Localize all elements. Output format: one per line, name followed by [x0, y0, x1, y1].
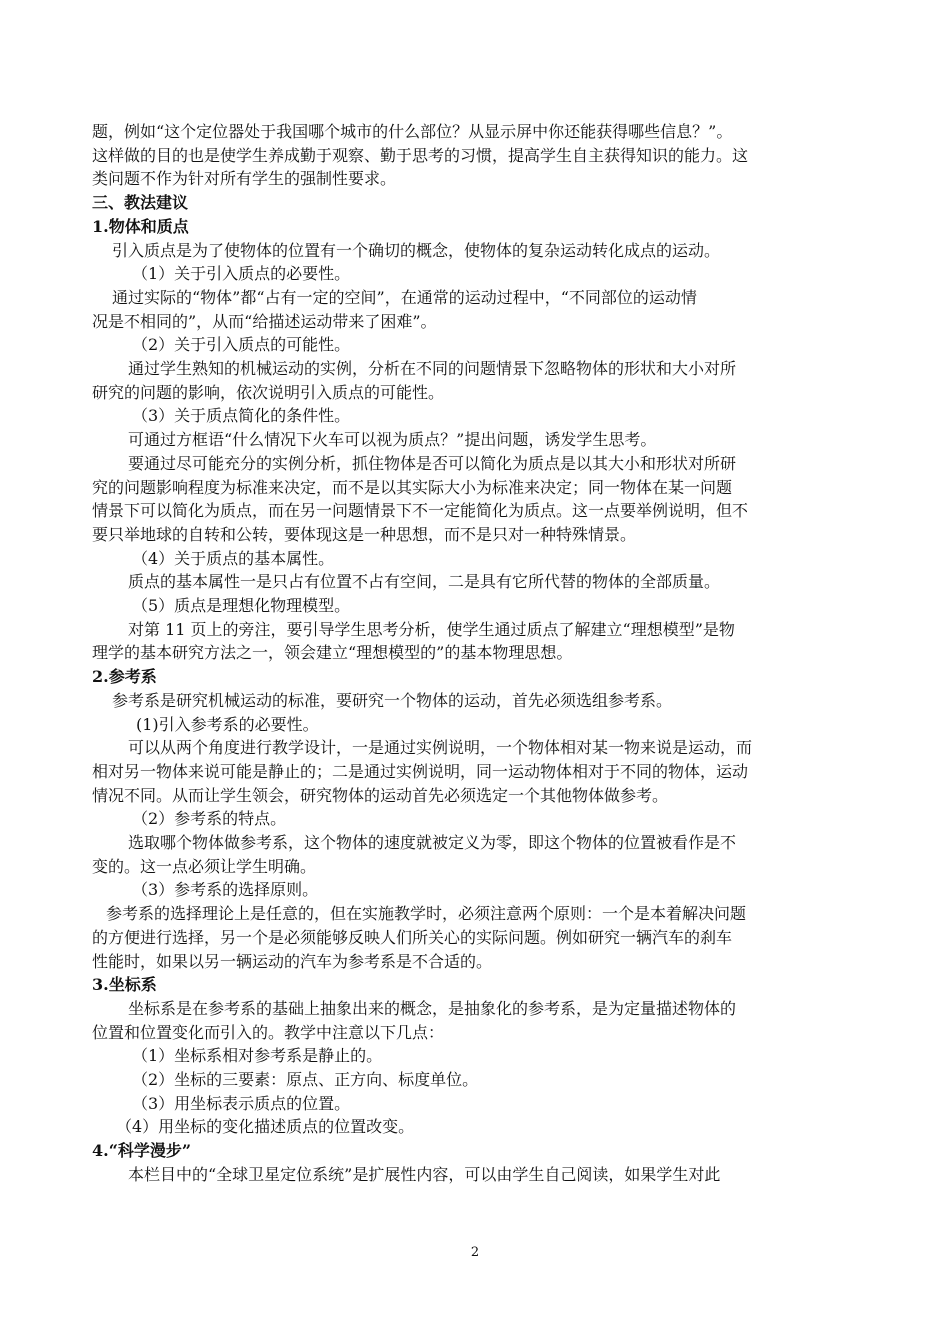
- paragraph-line: 情况不同。从而让学生领会，研究物体的运动首先必须选定一个其他物体做参考。: [92, 785, 669, 805]
- list-item: (1)引入参考系的必要性。: [136, 714, 319, 734]
- paragraph-line: 位置和位置变化而引入的。教学中注意以下几点：: [92, 1022, 445, 1042]
- paragraph-line: 对第 11 页上的旁注，要引导学生思考分析，使学生通过质点了解建立“理想模型”是物: [128, 619, 735, 639]
- section-heading: 三、教法建议: [92, 193, 189, 213]
- paragraph-line: 变的。这一点必须让学生明确。: [92, 856, 317, 876]
- list-item: （5）质点是理想化物理模型。: [132, 596, 351, 615]
- paragraph-line: 这样做的目的也是使学生养成勤于观察、勤于思考的习惯，提高学生自主获得知识的能力。这: [92, 145, 749, 165]
- paragraph-line: 参考系是研究机械运动的标准，要研究一个物体的运动，首先必须选组参考系。: [112, 690, 673, 710]
- subsection-heading: 2.参考系: [92, 667, 157, 687]
- list-item: （3）参考系的选择原则。: [132, 880, 319, 900]
- paragraph-line: 要通过尽可能充分的实例分析，抓住物体是否可以简化为质点是以其大小和形状对所研: [128, 453, 737, 473]
- page-number: 2: [470, 1245, 480, 1260]
- paragraph-line: 要只举地球的自转和公转，要体现这是一种思想，而不是只对一种特殊情景。: [92, 524, 637, 544]
- subsection-heading: 3.坐标系: [92, 975, 157, 995]
- paragraph-line: 的方便进行选择，另一个是必须能够反映人们所关心的实际问题。例如研究一辆汽车的刹车: [92, 927, 733, 947]
- list-item: （4）关于质点的基本属性。: [132, 548, 335, 568]
- paragraph-line: 可以从两个角度进行教学设计，一是通过实例说明，一个物体相对某一物来说是运动，而: [128, 738, 753, 758]
- list-item: （3）用坐标表示质点的位置。: [132, 1093, 351, 1113]
- paragraph-line: 理学的基本研究方法之一，领会建立“理想模型的”的基本物理思想。: [92, 643, 573, 663]
- list-item: （2）参考系的特点。: [132, 809, 287, 829]
- paragraph-line: 类问题不作为针对所有学生的强制性要求。: [92, 169, 397, 189]
- list-item: （1）关于引入质点的必要性。: [132, 264, 351, 284]
- list-item: （2）坐标的三要素：原点、正方向、标度单位。: [132, 1070, 479, 1089]
- list-item: （2）关于引入质点的可能性。: [132, 335, 351, 355]
- paragraph-line: 引入质点是为了使物体的位置有一个确切的概念，使物体的复杂运动转化成点的运动。: [112, 240, 721, 260]
- paragraph-line: 性能时，如果以另一辆运动的汽车为参考系是不合适的。: [92, 951, 493, 971]
- list-item: （1）坐标系相对参考系是静止的。: [132, 1046, 383, 1066]
- paragraph-line: 况是不相同的”，从而“给描述运动带来了困难”。: [92, 311, 437, 331]
- list-item: （4）用坐标的变化描述质点的位置改变。: [116, 1117, 415, 1137]
- paragraph-line: 情景下可以简化为质点，而在另一问题情景下不一定能简化为质点。这一点要举例说明，但不: [92, 501, 749, 521]
- subsection-heading: 1.物体和质点: [92, 216, 189, 236]
- paragraph-line: 本栏目中的“全球卫星定位系统”是扩展性内容，可以由学生自己阅读，如果学生对此: [128, 1164, 721, 1184]
- subsection-heading: 4.“科学漫步”: [92, 1141, 192, 1161]
- paragraph-line: 选取哪个物体做参考系，这个物体的速度就被定义为零，即这个物体的位置被看作是不: [128, 833, 737, 852]
- paragraph-line: 可通过方框语“什么情况下火车可以视为质点？”提出问题，诱发学生思考。: [128, 430, 657, 450]
- paragraph-line: 究的问题影响程度为标准来决定，而不是以其实际大小为标准来决定；同一物体在某一问题: [92, 477, 733, 497]
- paragraph-line: 通过学生熟知的机械运动的实例，分析在不同的问题情景下忽略物体的形状和大小对所: [128, 359, 737, 378]
- paragraph-line: 坐标系是在参考系的基础上抽象出来的概念，是抽象化的参考系，是为定量描述物体的: [128, 998, 737, 1018]
- paragraph-line: 题，例如“这个定位器处于我国哪个城市的什么部位？从显示屏中你还能获得哪些信息？”。: [92, 122, 733, 141]
- paragraph-line: 通过实际的“物体”都“占有一定的空间”，在通常的运动过程中，“不同部位的运动情: [112, 287, 697, 307]
- paragraph-line: 质点的基本属性一是只占有位置不占有空间，二是具有它所代替的物体的全部质量。: [128, 572, 721, 592]
- paragraph-line: 相对另一物体来说可能是静止的；二是通过实例说明，同一运动物体相对于不同的物体，运动: [92, 761, 749, 781]
- paragraph-line: 参考系的选择理论上是任意的，但在实施教学时，必须注意两个原则：一个是本着解决问题: [106, 904, 747, 924]
- paragraph-line: 研究的问题的影响，依次说明引入质点的可能性。: [92, 382, 445, 402]
- list-item: （3）关于质点简化的条件性。: [132, 406, 351, 426]
